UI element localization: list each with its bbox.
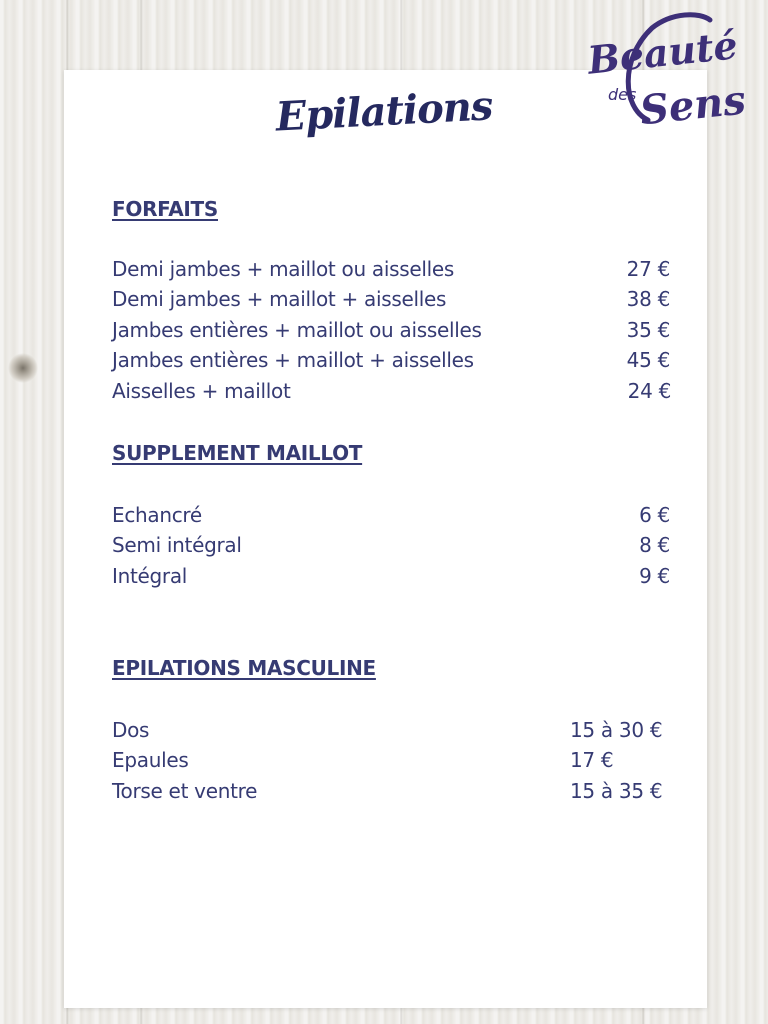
- section-heading-epilations-masculine: EPILATIONS MASCULINE: [112, 656, 376, 680]
- section-heading-forfaits: FORFAITS: [112, 197, 218, 221]
- price-row: [112, 379, 671, 407]
- service-label: Intégral: [112, 564, 188, 588]
- service-price: 8 €: [639, 533, 670, 557]
- service-label: Epaules: [112, 748, 189, 772]
- service-price: 27 €: [626, 257, 670, 281]
- service-label: Aisselles + maillot: [112, 379, 291, 403]
- price-row: [112, 718, 672, 746]
- service-price: 35 €: [626, 318, 670, 342]
- service-price: 38 €: [626, 287, 670, 311]
- service-price: 9 €: [639, 564, 670, 588]
- section-heading-supplement-maillot: SUPPLEMENT MAILLOT: [112, 441, 363, 465]
- service-price: 24 €: [627, 379, 671, 403]
- service-label: Echancré: [112, 503, 202, 527]
- service-label: Demi jambes + maillot + aisselles: [112, 287, 447, 311]
- price-row: [112, 748, 672, 776]
- service-label: Dos: [112, 718, 150, 742]
- price-row: [112, 533, 670, 561]
- price-row: [112, 287, 670, 315]
- page-title: Epilations: [274, 82, 494, 141]
- service-price: 15 à 35 €: [570, 779, 663, 803]
- price-row: [112, 348, 670, 376]
- service-label: Jambes entières + maillot ou aisselles: [112, 318, 482, 342]
- service-price: 15 à 30 €: [570, 718, 663, 742]
- price-row: [112, 318, 670, 346]
- price-row: [112, 564, 670, 592]
- service-price: 17 €: [570, 748, 614, 772]
- price-row: [112, 503, 670, 531]
- service-label: Jambes entières + maillot + aisselles: [112, 348, 474, 372]
- service-label: Torse et ventre: [112, 779, 258, 803]
- service-price: 45 €: [626, 348, 670, 372]
- price-row: [112, 257, 670, 285]
- price-row: [112, 779, 672, 807]
- logo-word-beaute: Beauté: [585, 22, 740, 83]
- service-label: Demi jambes + maillot ou aisselles: [112, 257, 454, 281]
- service-label: Semi intégral: [112, 533, 242, 557]
- logo-word-sens: Sens: [637, 76, 748, 135]
- wood-knot: [8, 353, 38, 383]
- service-price: 6 €: [639, 503, 670, 527]
- logo-word-des: des: [608, 85, 637, 104]
